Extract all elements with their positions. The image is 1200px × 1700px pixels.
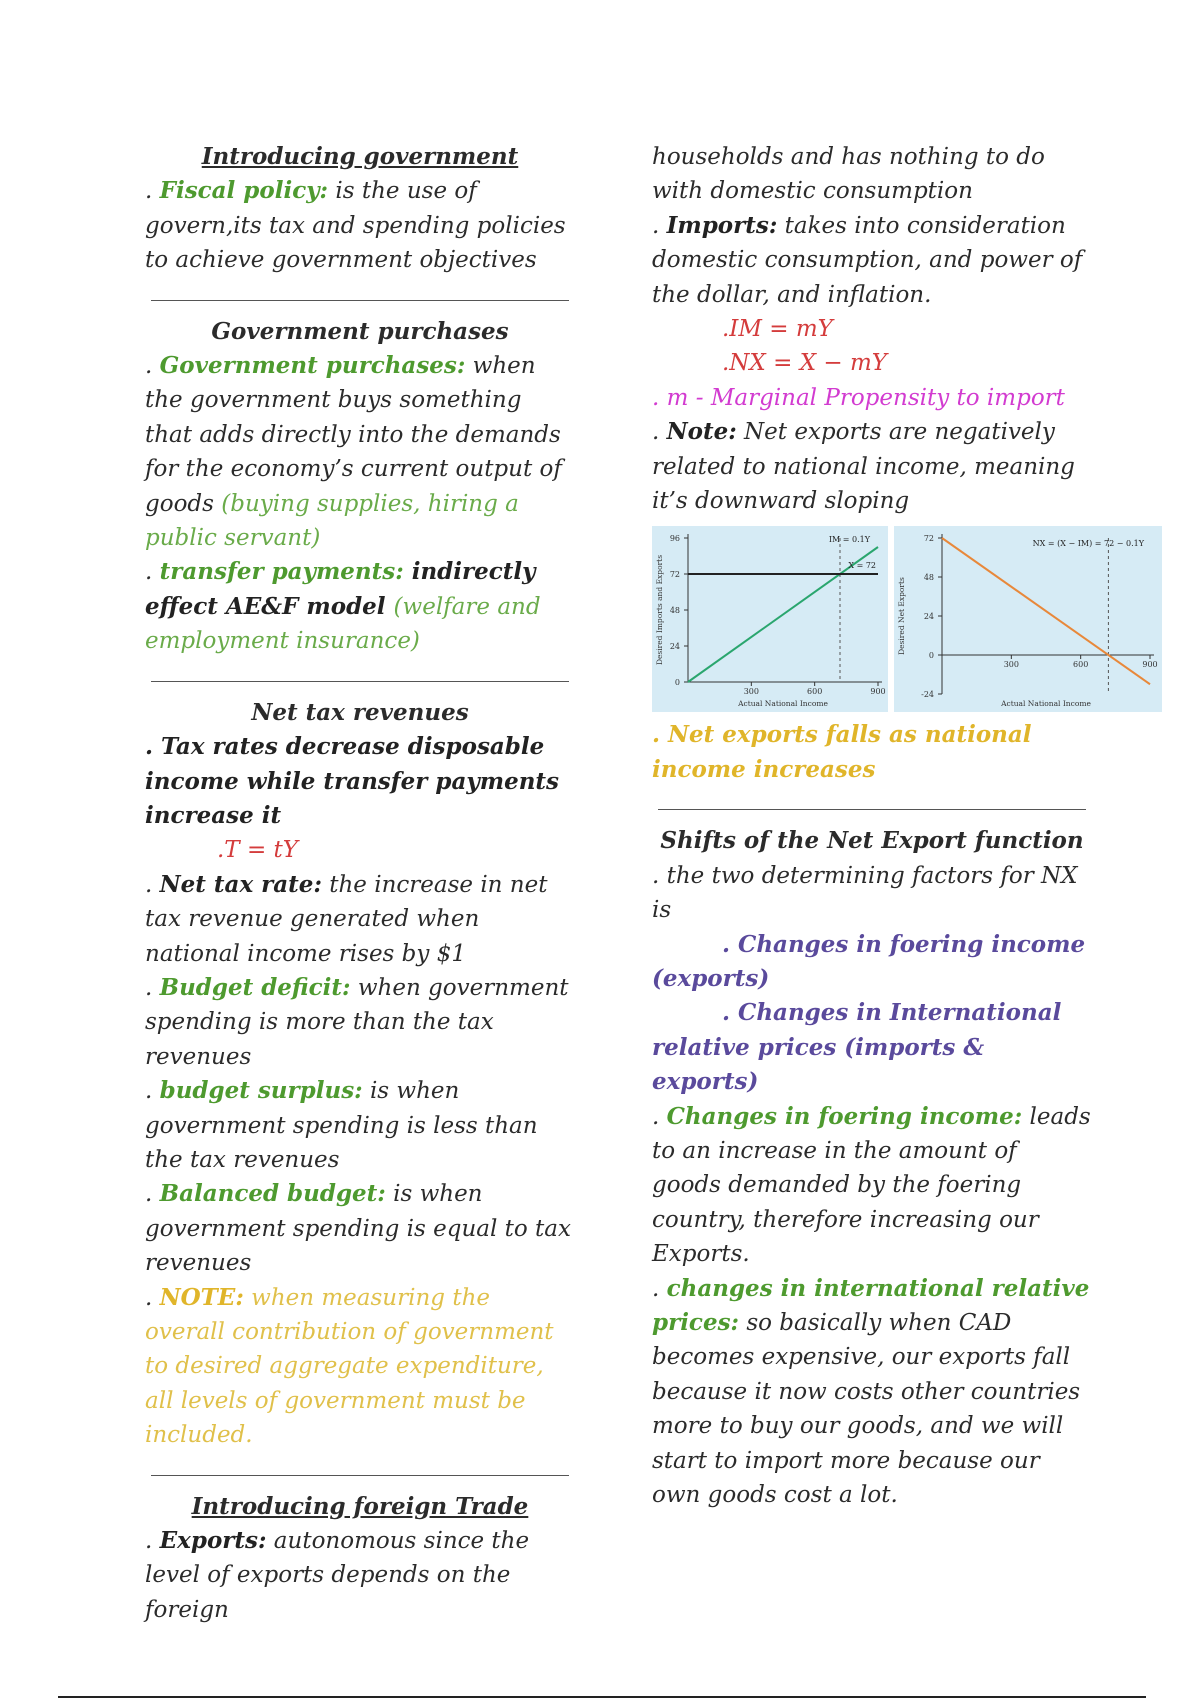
y-tick-label: 24	[923, 612, 934, 622]
y-tick-label: 48	[669, 606, 680, 616]
balanced-budget-definition: . Balanced budget: is when government spending is equal to tax revenues	[145, 1180, 571, 1277]
x-tick-label: 300	[1003, 660, 1019, 670]
exports-continuation: households and has nothing to do with domestic consumption	[652, 144, 1045, 205]
x-tick-label: 900	[1142, 660, 1158, 670]
exports-term: Exports:	[159, 1527, 267, 1555]
shifts-intro: . the two determining factors for NX is	[652, 862, 1078, 924]
y-tick-label: 24	[669, 642, 680, 652]
note-net-exports: . Note: Net exports are negatively related to national income, meaning it’s downward sloping	[652, 418, 1075, 515]
y-tick-label: 96	[669, 534, 680, 544]
note-text: when measuring the overall contribution of government to desired aggregate expenditure, all levels of government must be included.	[145, 1284, 554, 1449]
factor2-line-b: relative prices (imports & exports)	[652, 1033, 985, 1096]
fiscal-policy-term: Fiscal policy:	[159, 177, 329, 205]
gov-purchases-definition: . Government purchases: when the government buys something that adds directly into the demands for the economy’s current output of goods (buying supplies, hiring a public servant)	[145, 352, 562, 552]
x-axis-label: Actual National Income	[738, 699, 828, 709]
y-tick-label: 0	[674, 678, 680, 688]
note-government: . NOTE: when measuring the overall contribution of government to desired aggregate expenditure, all levels of government must be included.	[145, 1283, 554, 1449]
relative-prices-text: so basically when CAD becomes expensive, our exports fall because it now costs other countries more to buy our goods, and we will start to import more because our own goods cost a lot.	[652, 1309, 1081, 1508]
exports-text: autonomous since the level of exports depends on the foreign	[145, 1528, 530, 1623]
net-tax-rate-text: the increase in net tax revenue generated when national income rises by $1	[145, 871, 548, 967]
imports-term: Imports:	[666, 211, 778, 239]
note-text: Net exports are negatively related to national income, meaning it’s downward sloping	[652, 419, 1075, 515]
exports-definition: . Exports: autonomous since the level of exports depends on the foreign	[145, 1527, 530, 1623]
y-tick-label: 72	[923, 534, 934, 544]
y-tick-label: -24	[921, 690, 934, 700]
transfer-payments-definition: . transfer payments: indirectly effect AE&F model (welfare and employment insurance)	[145, 558, 541, 655]
balanced-budget-term: Balanced budget:	[159, 1180, 386, 1208]
transfer-payments-text: indirectly effect AE&F model	[145, 558, 536, 620]
budget-deficit-text: when government spending is more than the tax revenues	[145, 974, 569, 1070]
budget-surplus-term: budget surplus:	[159, 1077, 363, 1105]
formula-tax: .T = tY	[217, 837, 298, 864]
fiscal-policy-text: is the use of govern,its tax and spending policies to achieve government objectives	[145, 178, 566, 274]
balanced-budget-text: is when government spending is equal to tax revenues	[145, 1181, 571, 1277]
x-axis-label: Actual National Income	[1001, 699, 1091, 709]
section-title-government-purchases: Government purchases	[211, 317, 509, 345]
series-label: IM = 0.1Y	[828, 535, 870, 545]
divider	[151, 300, 569, 301]
series-line	[942, 538, 1150, 684]
divider	[151, 1475, 569, 1476]
formula-net-exports: .NX = X − mY	[722, 350, 887, 377]
budget-deficit-definition: . Budget deficit: when government spending is more than the tax revenues	[145, 973, 569, 1070]
x-tick-label: 300	[743, 687, 759, 697]
factor2-line-a: . Changes in International	[722, 999, 1062, 1027]
divider	[658, 809, 1086, 810]
y-tick-label: 72	[669, 570, 680, 580]
net-exports-chart-svg	[894, 526, 1162, 712]
chart-caption-text: Net exports falls as national income increases	[652, 721, 1032, 783]
transfer-payments-example: (welfare and employment insurance)	[145, 593, 541, 655]
divider	[151, 681, 569, 682]
series-label: X = 72	[848, 561, 876, 571]
section-title-introducing-government: Introducing government	[201, 143, 519, 170]
y-tick-label: 48	[923, 573, 934, 583]
relative-prices-term: changes in international relative prices:	[652, 1274, 1090, 1336]
foreign-income-term: Changes in foering income:	[666, 1102, 1023, 1130]
factor1-line-b: (exports)	[652, 964, 770, 992]
gov-purchases-text: when the government buys something that adds directly into the demands for the economy’s current output of goods	[145, 353, 562, 517]
chart-caption: . Net exports falls as national income increases	[652, 721, 1032, 783]
section-title-shifts-net-export: Shifts of the Net Export function	[660, 827, 1084, 855]
foreign-income-definition: . Changes in foering income: leads to an increase in the amount of goods demanded by the foering country, therefore increasing our Exports.	[652, 1102, 1091, 1268]
left-column	[145, 140, 575, 1627]
gov-purchases-term: Government purchases:	[159, 352, 466, 380]
x-tick-label: 900	[870, 687, 886, 697]
imports-text: takes into consideration domestic consumption, and power of the dollar, and inflation.	[652, 212, 1083, 308]
net-exports-chart	[894, 526, 1162, 712]
factor-relative-prices	[652, 996, 1092, 1099]
relative-prices-definition: . changes in international relative prices: so basically when CAD becomes expensive, our exports fall because it now costs other countries more to buy our goods, and we will start to import more because our own goods cost a lot.	[652, 1274, 1090, 1508]
net-tax-rate-definition: . Net tax rate: the increase in net tax revenue generated when national income rises by $1	[145, 870, 548, 967]
y-axis-label: Desired Net Exports	[897, 577, 906, 656]
y-tick-label: 0	[928, 651, 934, 661]
section-title-net-tax-revenues: Net tax revenues	[251, 698, 469, 726]
note-term: NOTE:	[159, 1283, 244, 1311]
x-tick-label: 600	[807, 687, 823, 697]
fiscal-policy-definition: . Fiscal policy: is the use of govern,its tax and spending policies to achieve government objectives	[145, 177, 566, 274]
transfer-payments-term: transfer payments:	[159, 558, 404, 586]
x-tick-label: 600	[1073, 660, 1089, 670]
imports-exports-chart	[652, 526, 888, 712]
factor-foreign-income	[652, 928, 1092, 997]
budget-surplus-text: is when government spending is less than the tax revenues	[145, 1078, 538, 1173]
formula-imports: .IM = mY	[722, 316, 833, 343]
budget-surplus-definition: . budget surplus: is when government spending is less than the tax revenues	[145, 1077, 538, 1173]
factor1-line-a: . Changes in foering income	[722, 930, 1086, 958]
note-term: Note:	[666, 418, 737, 446]
right-column	[652, 140, 1158, 1512]
tax-rates-statement: . Tax rates decrease disposable income while transfer payments increase it	[145, 733, 559, 829]
mpi-definition: . m - Marginal Propensity to import	[652, 384, 1065, 411]
imports-exports-chart-svg	[652, 526, 888, 712]
section-title-introducing-foreign-trade: Introducing foreign Trade	[191, 1492, 529, 1520]
imports-definition: . Imports: takes into consideration domestic consumption, and power of the dollar, and inflation.	[652, 211, 1083, 308]
series-label: NX = (X − IM) = 72 − 0.1Y	[1032, 539, 1144, 549]
foreign-income-text: leads to an increase in the amount of goods demanded by the foering country, therefore increasing our Exports.	[652, 1103, 1091, 1268]
budget-deficit-term: Budget deficit:	[159, 973, 351, 1001]
gov-purchases-example: (buying supplies, hiring a public servant)	[145, 490, 519, 552]
net-tax-rate-term: Net tax rate:	[159, 870, 322, 898]
charts-row	[652, 526, 1158, 712]
y-axis-label: Desired Imports and Exports	[655, 555, 664, 666]
footer-rule	[58, 1696, 1146, 1698]
